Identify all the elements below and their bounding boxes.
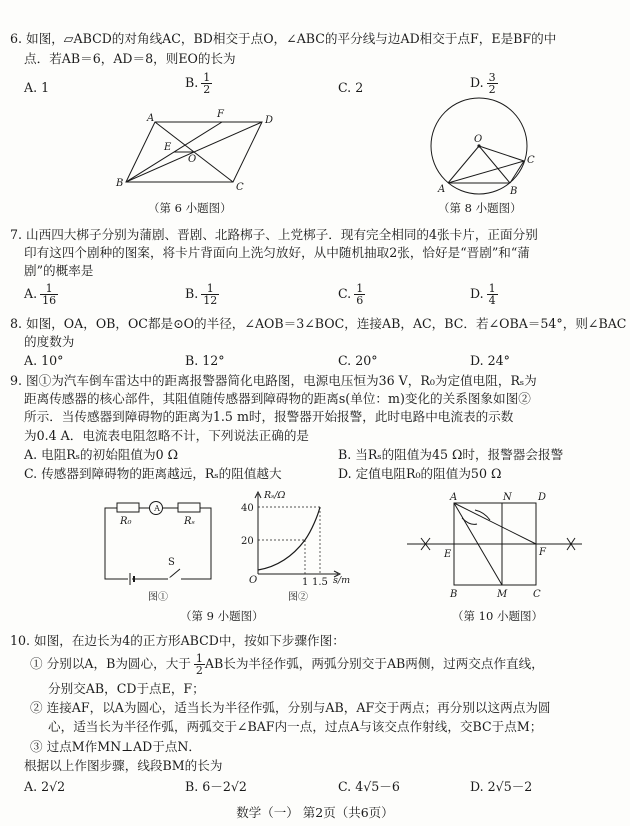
- q8-option-b: B. 12°: [185, 353, 225, 368]
- fig10-label: D: [538, 492, 547, 503]
- q9-line4: 为0.4 A．电流表电阻忽略不计，下列说法正确的是: [24, 428, 310, 443]
- fig10-label: M: [497, 589, 508, 600]
- q7-line2: 印有这四个剧种的图案，将卡片背面向上洗匀放好，从中随机抽取2张，恰好是“晋剧”和“蒲: [24, 245, 530, 260]
- fig10-label: N: [503, 492, 512, 503]
- fig6-label: F: [217, 109, 224, 120]
- fig6-label: C: [236, 182, 244, 193]
- fig8-label: C: [527, 155, 535, 166]
- q8-option-a: A. 10°: [24, 353, 64, 368]
- resistor-rs-label: Rₛ: [184, 516, 195, 527]
- q10-step2-line1: ② 连接AF，以A为圆心，适当长为半径作弧，分别与AB，AF交于两点；再分别以这两点为圆: [30, 700, 551, 715]
- q6-option-d: D. $\frac{3}{2}$: [470, 71, 496, 96]
- q6-caption: （第 6 小题图）: [148, 201, 232, 215]
- q8-option-c: C. 20°: [338, 353, 378, 368]
- q7-option-b: B. $\frac{1}{12}$: [185, 282, 218, 307]
- page-footer: 数学（一） 第2页（共6页）: [236, 805, 394, 820]
- switch-label: S: [168, 557, 175, 568]
- graph-y-label: Rₛ/Ω: [264, 490, 286, 501]
- q9-option-d: D. 定值电阻R₀的阻值为50 Ω: [338, 466, 502, 481]
- fig10-label: C: [533, 589, 541, 600]
- fig10-label: E: [444, 549, 452, 560]
- q7-line1: 7. 山西四大梆子分别为蒲剧、晋剧、北路梆子、上党梆子．现有完全相同的4张卡片，正面分别: [10, 227, 538, 242]
- q10-caption: （第 10 小题图）: [452, 609, 543, 623]
- graph-fig-label: 图②: [288, 592, 308, 603]
- q6-option-b: B. $\frac{1}{2}$: [185, 71, 211, 96]
- q7-option-d: D. $\frac{1}{4}$: [470, 282, 496, 307]
- q7-option-a: A. $\frac{1}{16}$: [24, 282, 57, 307]
- q9-option-c: C. 传感器到障碍物的距离越远，Rₛ的阻值越大: [24, 466, 282, 481]
- q10-option-d: D. 2√5－2: [470, 779, 533, 794]
- graph-tick-40: 40: [241, 503, 254, 514]
- fig6-label: O: [188, 154, 197, 165]
- q6-line1: 6. 如图，▱ABCD的对角线AC，BD相交于点O，∠ABC的平分线与边AD相交于点F，E是BF的中: [10, 31, 557, 46]
- q8-caption: （第 8 小题图）: [438, 201, 522, 215]
- graph-x-label: s/m: [333, 575, 351, 586]
- q6-option-a: A. 1: [24, 80, 50, 95]
- fig6-label: D: [265, 115, 274, 126]
- q10-line1: 10. 如图，在边长为4的正方形ABCD中，按如下步骤作图：: [10, 633, 345, 648]
- fig8-label: O: [474, 134, 483, 145]
- fig6-label: B: [116, 178, 124, 189]
- fig6-label: E: [164, 142, 172, 153]
- graph-tick-20: 20: [241, 536, 254, 547]
- fig8-label: A: [438, 184, 446, 195]
- q9-option-b: B. 当Rₛ的阻值为45 Ω时，报警器会报警: [338, 447, 564, 462]
- q10-option-b: B. 6－2√2: [185, 779, 247, 794]
- q10-option-a: A. 2√2: [24, 779, 66, 794]
- q10-step2-line2: 心，适当长为半径作弧，两弧交于∠BAF内一点，过点A与该交点作射线，交BC于点M；: [48, 719, 543, 734]
- q7-line3: 剧”的概率是: [24, 263, 94, 278]
- resistor-r0-label: R₀: [120, 516, 132, 527]
- q7-option-c: C. $\frac{1}{6}$: [338, 282, 364, 307]
- q10-option-c: C. 4√5－6: [338, 779, 400, 794]
- q9-line1: 9. 图①为汽车倒车雷达中的距离报警器简化电路图，电源电压恒为36 V，R₀为定值电阻，Rₛ为: [10, 373, 537, 388]
- fig6-label: A: [147, 113, 155, 124]
- q10-step1-line2: 分别交AB，CD于点E，F；: [48, 681, 205, 696]
- q8-line2: 的度数为: [24, 334, 75, 349]
- q9-line3: 所示．当传感器到障碍物的距离为1.5 m时，报警器开始报警，此时电路中电流表的示数: [24, 409, 514, 424]
- q10-step1-line1: ① 分别以A，B为圆心，大于 $\frac{1}{2}$ AB长为半径作弧，两弧分别交于AB两侧，过两交点作直线，: [30, 652, 544, 677]
- graph-tick-1-5: 1.5: [312, 577, 328, 588]
- graph-tick-1: 1: [302, 577, 309, 588]
- q10-step3: ③ 过点M作MN⊥AD于点N．: [30, 739, 202, 754]
- q6-line2: 点．若AB＝6，AD＝8，则EO的长为: [24, 51, 236, 66]
- q9-caption: （第 9 小题图）: [180, 609, 264, 623]
- q6-option-c: C. 2: [338, 80, 364, 95]
- circuit-fig-label: 图①: [148, 592, 168, 603]
- q8-line1: 8. 如图，OA，OB，OC都是⊙O的半径，∠AOB＝3∠BOC，连接AB，AC，BC．若∠OBA＝54°，则∠BAC: [10, 316, 627, 331]
- fig10-label: F: [539, 547, 546, 558]
- graph-origin: O: [249, 575, 258, 586]
- fig10-label: A: [450, 492, 458, 503]
- ammeter-label: A: [154, 504, 160, 513]
- q9-line2: 距离传感器的核心部件，其阻值随传感器到障碍物的距离s(单位：m)变化的关系图象如图②: [24, 391, 531, 406]
- fig10-label: B: [450, 589, 458, 600]
- q9-option-a: A. 电阻Rₛ的初始阻值为0 Ω: [24, 447, 179, 462]
- fig8-label: B: [510, 186, 518, 197]
- q8-option-d: D. 24°: [470, 353, 510, 368]
- q10-ask: 根据以上作图步骤，线段BM的长为: [24, 758, 223, 773]
